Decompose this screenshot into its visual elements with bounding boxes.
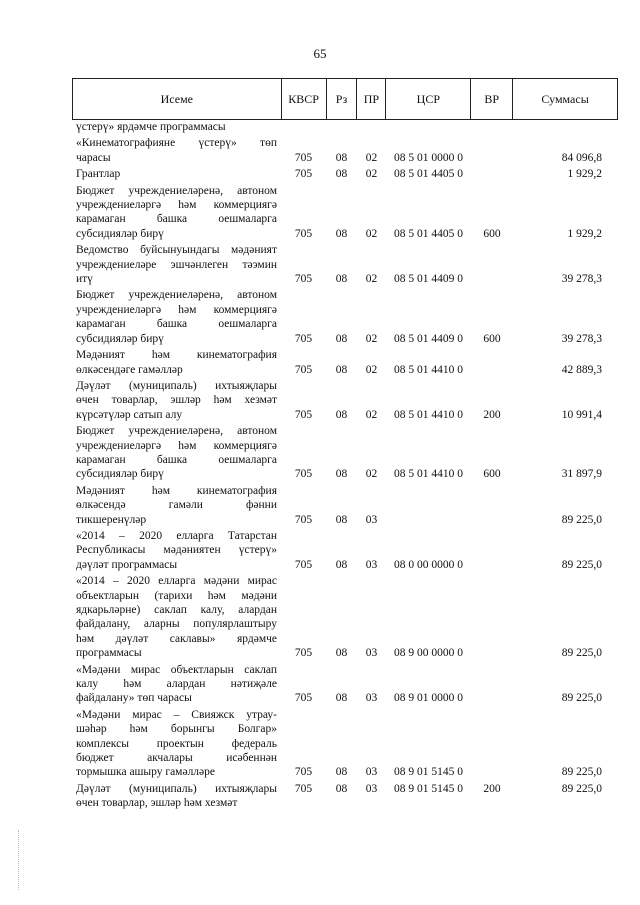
row-rz: 08 [335, 782, 348, 795]
header-name: Исеме [73, 79, 282, 119]
row-name-line: файдалану» төп чарасы [76, 692, 192, 705]
row-name-line: объектларын (тарихи һәм мәдәни [76, 589, 277, 602]
row-sum: 89 225,0 [561, 782, 602, 795]
row-name-line: үстерү» ярдәмче программасы [76, 121, 226, 133]
row-csr: 08 5 01 4410 0 [394, 408, 463, 421]
row-name-line: Республикасы мәдәниятен үстерү» [76, 544, 277, 557]
row-name [72, 708, 281, 780]
row-kvsr: 705 [294, 151, 313, 164]
row-sum: 10 991,4 [561, 408, 602, 421]
row-csr: 08 5 01 0000 0 [394, 151, 463, 164]
row-name-line: «Мәдәни мирас – Свияжск утрау- [76, 708, 277, 721]
row-rz: 08 [335, 468, 348, 481]
row-name-line: учреждениеләргә һәм коммерциягә [76, 303, 277, 316]
row-name-line: карамаган башка оешмаларга [76, 213, 277, 226]
row-pr: 02 [365, 468, 378, 481]
row-name-line: Дәүләт (муниципаль) ихтыяҗлары [76, 379, 277, 392]
row-sum: 39 278,3 [561, 273, 602, 286]
table-row [72, 574, 618, 660]
row-name-line: «2014 – 2020 елларга мәдәни мирас [76, 575, 277, 588]
row-name-line: итү [76, 273, 93, 286]
header-vr: ВР [471, 79, 513, 119]
header-csr: ЦСР [386, 79, 471, 119]
row-name [72, 529, 281, 572]
row-pr: 02 [365, 408, 378, 421]
row-name-line: өлкәсендә гамәли фәнни [76, 499, 277, 512]
row-kvsr: 705 [294, 782, 313, 795]
row-sum: 84 096,8 [561, 151, 602, 164]
row-name-line: «Кинематографияне үстерү» төп [76, 137, 277, 150]
row-name-line: Грантлар [76, 168, 121, 181]
row-csr: 08 9 01 5145 0 [394, 782, 463, 795]
row-sum: 1 929,2 [567, 227, 602, 240]
row-rz: 08 [335, 558, 348, 571]
row-rz: 08 [335, 513, 348, 526]
row-name [72, 379, 281, 422]
row-kvsr: 705 [294, 766, 313, 779]
row-kvsr: 705 [294, 468, 313, 481]
row-pr: 02 [365, 332, 378, 345]
row-pr: 03 [365, 766, 378, 779]
row-kvsr: 705 [294, 332, 313, 345]
row-csr: 08 9 01 0000 0 [394, 692, 463, 705]
row-sum: 31 897,9 [561, 468, 602, 481]
row-name-line: чарасы [76, 151, 111, 164]
row-rz: 08 [335, 151, 348, 164]
row-pr: 03 [365, 647, 378, 660]
row-sum: 39 278,3 [561, 332, 602, 345]
row-csr: 08 5 01 4409 0 [394, 332, 463, 345]
table-row [72, 379, 618, 422]
table-row [72, 663, 618, 706]
row-csr: 08 9 01 5145 0 [394, 766, 463, 779]
row-name [72, 184, 281, 242]
row-name-line: өчен товарлар, эшләр һәм хезмәт [76, 394, 277, 407]
row-name-line: өчен товарлар, эшләр һәм хезмәт [76, 797, 238, 810]
row-kvsr: 705 [294, 692, 313, 705]
row-csr: 08 5 01 4409 0 [394, 273, 463, 286]
row-name-line: Мәдәният һәм кинематография [76, 349, 277, 362]
row-pr: 02 [365, 151, 378, 164]
header-pr: ПР [357, 79, 386, 119]
row-name-line: Бюджет учреждениеләренә, автоном [76, 425, 277, 438]
table-row [72, 424, 618, 482]
row-name-line: Бюджет учреждениеләренә, автоном [76, 289, 277, 302]
row-name-line: «Мәдәни мирас объектларын саклап [76, 663, 277, 676]
row-name-line: бюджет акчалары исәбеннән [76, 752, 277, 765]
page-number: 65 [313, 46, 327, 61]
row-name-line: калу һәм алардан нәтиҗәле [76, 678, 277, 691]
row-rz: 08 [335, 766, 348, 779]
row-sum: 42 889,3 [561, 363, 602, 376]
row-csr: 08 5 01 4405 0 [394, 168, 463, 181]
row-kvsr: 705 [294, 227, 313, 240]
row-name-line: Ведомство буйсынуындагы мәдәният [76, 244, 277, 257]
row-kvsr: 705 [294, 168, 313, 181]
row-vr: 200 [483, 408, 501, 421]
row-kvsr: 705 [294, 363, 313, 376]
row-name-line: карамаган башка оешмаларга [76, 453, 277, 466]
row-kvsr: 705 [294, 558, 313, 571]
row-pr: 02 [365, 227, 378, 240]
row-name-line: субсидияләр бирү [76, 468, 164, 481]
row-sum: 89 225,0 [561, 647, 602, 660]
row-name [72, 782, 281, 811]
margin-mark [18, 830, 21, 890]
row-name-line: тормышка ашыру гамәлләре [76, 766, 215, 779]
row-pr: 03 [365, 782, 378, 795]
row-name-line: субсидияләр бирү [76, 332, 164, 345]
row-vr: 200 [483, 782, 501, 795]
row-pr: 03 [365, 692, 378, 705]
row-pr: 02 [365, 273, 378, 286]
row-csr: 08 5 01 4410 0 [394, 363, 463, 376]
row-kvsr: 705 [294, 513, 313, 526]
table-row [72, 529, 618, 572]
header-kvsr: КВСР [282, 79, 327, 119]
row-name [72, 288, 281, 346]
row-name-line: күрсәтүләр сатып алу [76, 408, 183, 421]
row-name [72, 120, 281, 134]
row-name-line: комплексы проектын федераль [76, 737, 277, 750]
header-rz: Рз [327, 79, 358, 119]
row-name-line: программасы [76, 647, 142, 660]
row-name-line: тикшеренүләр [76, 513, 147, 526]
row-rz: 08 [335, 363, 348, 376]
table-row [72, 782, 618, 811]
table-row [72, 136, 618, 165]
table-row [72, 167, 618, 181]
row-kvsr: 705 [294, 273, 313, 286]
row-pr: 02 [365, 168, 378, 181]
row-csr: 08 5 01 4410 0 [394, 468, 463, 481]
row-csr: 08 0 00 0000 0 [394, 558, 463, 571]
table-body [72, 120, 618, 811]
row-name [72, 136, 281, 165]
row-rz: 08 [335, 273, 348, 286]
row-name-line: учреждениеләргә һәм коммерциягә [76, 199, 277, 212]
row-rz: 08 [335, 692, 348, 705]
row-name-line: дәүләт программасы [76, 558, 178, 571]
row-name-line: Дәүләт (муниципаль) ихтыяҗлары [76, 782, 277, 795]
row-name-line: файдалану, аларны популярлаштыру [76, 618, 277, 631]
row-rz: 08 [335, 647, 348, 660]
row-csr: 08 5 01 4405 0 [394, 227, 463, 240]
row-name [72, 484, 281, 527]
table-row [72, 120, 618, 134]
row-name-line: Бюджет учреждениеләренә, автоном [76, 184, 277, 197]
row-name-line: ядкарьләрне) саклап калу, алардан [76, 604, 277, 616]
row-sum: 89 225,0 [561, 766, 602, 779]
row-kvsr: 705 [294, 408, 313, 421]
row-vr: 600 [483, 332, 501, 345]
row-vr: 600 [483, 227, 501, 240]
row-kvsr: 705 [294, 647, 313, 660]
row-name [72, 663, 281, 706]
row-name-line: учреждениеләргә һәм коммерциягә [76, 439, 277, 452]
row-name-line: карамаган башка оешмаларга [76, 318, 277, 331]
row-name-line: субсидияләр бирү [76, 227, 164, 240]
row-sum: 89 225,0 [561, 558, 602, 571]
table-header [72, 78, 618, 120]
row-pr: 03 [365, 513, 378, 526]
row-rz: 08 [335, 408, 348, 421]
row-sum: 1 929,2 [567, 168, 602, 181]
row-name-line: учреждениеләре эшчәнлеген тәэмин [76, 258, 277, 271]
row-vr: 600 [483, 468, 501, 481]
row-name-line: шәһәр һәм борынгы Болгар» [76, 723, 277, 736]
row-name [72, 167, 281, 181]
row-name-line: өлкәсендәге гамәлләр [76, 363, 183, 376]
table-row [72, 484, 618, 527]
row-sum: 89 225,0 [561, 692, 602, 705]
table-row [72, 243, 618, 286]
table-row [72, 348, 618, 377]
row-name [72, 574, 281, 660]
row-name [72, 424, 281, 482]
row-name [72, 348, 281, 377]
row-pr: 03 [365, 558, 378, 571]
row-name-line: һәм дәүләт саклавы» ярдәмче [76, 632, 277, 645]
table-row [72, 708, 618, 780]
row-name-line: «2014 – 2020 елларга Татарстан [76, 529, 277, 542]
row-csr: 08 9 00 0000 0 [394, 647, 463, 660]
row-name-line: Мәдәният һәм кинематография [76, 484, 277, 497]
row-rz: 08 [335, 227, 348, 240]
row-rz: 08 [335, 332, 348, 345]
row-rz: 08 [335, 168, 348, 181]
row-sum: 89 225,0 [561, 513, 602, 526]
header-sum: Суммасы [513, 79, 618, 119]
table-row [72, 288, 618, 346]
row-pr: 02 [365, 363, 378, 376]
row-name [72, 243, 281, 286]
table-row [72, 184, 618, 242]
